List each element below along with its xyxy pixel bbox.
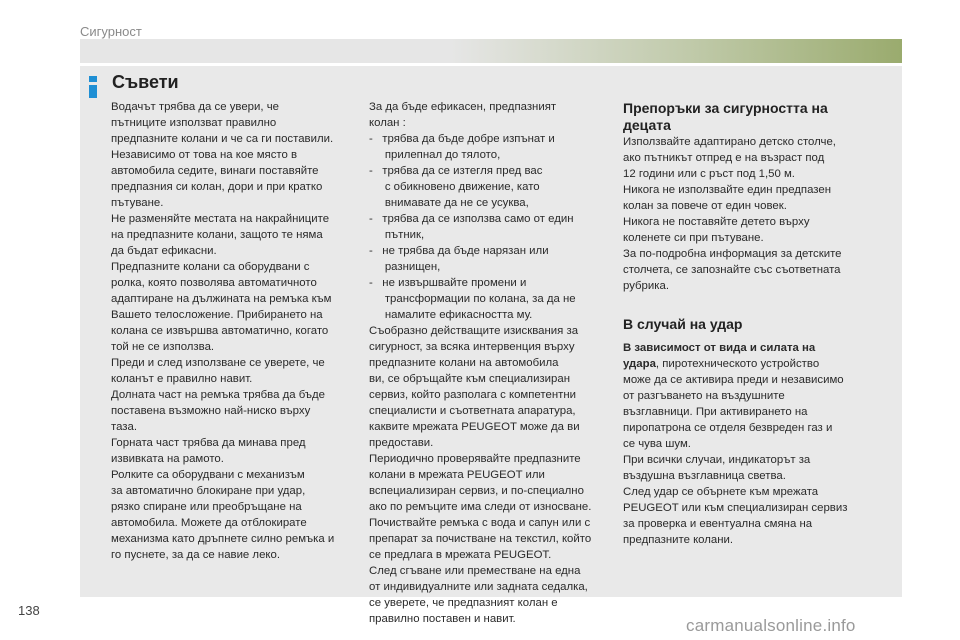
- col1-line: Долната част на ремъка трябва да бъде: [111, 389, 325, 401]
- col1-line: Ролките са оборудвани с механизъм: [111, 469, 305, 481]
- col2-line: предпазните колани на автомобила: [369, 357, 559, 369]
- impact-bold-1: В зависимост от вида и силата на: [623, 342, 816, 354]
- col3b-line: предпазните колани.: [623, 534, 734, 546]
- col2-line: След сгъване или преместване на една: [369, 565, 581, 577]
- col2-line: - трябва да бъде добре изпънат и: [369, 133, 555, 145]
- col1-line: пътниците използват правилно: [111, 117, 277, 129]
- col3b-line: от разгъването на въздушните: [623, 390, 785, 402]
- column-3: [623, 134, 895, 294]
- col2-line: разнищен,: [369, 261, 441, 273]
- col2-line: - трябва да се използва само от един: [369, 213, 574, 225]
- col1-line: Вашето телосложение. Прибирането на: [111, 309, 323, 321]
- col2-line: ако по ремъците има следи от износване.: [369, 501, 592, 513]
- col2-line: от индивидуалните или задната седалка,: [369, 581, 588, 593]
- col1-line: той не се използва.: [111, 341, 215, 353]
- col1-line: предпазния си колан, дори и при кратко: [111, 181, 323, 193]
- col3b-line: възглавници. При активирането на: [623, 406, 808, 418]
- col2-line: пътник,: [369, 229, 425, 241]
- col3b-line: въздушна възглавница светва.: [623, 470, 786, 482]
- col2-line: се предлага в мрежата PEUGEOT.: [369, 549, 552, 561]
- column-1: [111, 99, 361, 563]
- col1-line: ролка, която позволява автоматичното: [111, 277, 317, 289]
- col3-line: ако пътникът отпред е на възраст под: [623, 152, 825, 164]
- col1-line: поставена възможно най-ниско върху: [111, 405, 311, 417]
- col1-line: таза.: [111, 421, 138, 433]
- col2-line: колан :: [369, 117, 406, 129]
- col2-line: вспециализиран сервиз, и по-специално: [369, 485, 584, 497]
- col3-line: За по-подробна информация за детските: [623, 248, 842, 260]
- page-title: Съвети: [112, 72, 179, 92]
- col1-line: Предпазните колани са оборудвани с: [111, 261, 310, 273]
- col3-line: колан за повече от един човек.: [623, 200, 787, 212]
- col2-line: - не извършвайте промени и: [369, 277, 527, 289]
- col3-line: столчета, се запознайте със съответната: [623, 264, 841, 276]
- col3b-line: се чува шум.: [623, 438, 691, 450]
- col3b-line: за проверка и евентуална смяна на: [623, 518, 813, 530]
- col1-line: Преди и след използване се уверете, че: [111, 357, 325, 369]
- watermark: carmanualsonline.info: [686, 616, 856, 635]
- col1-line: пътуване.: [111, 197, 164, 209]
- info-icon: [86, 76, 100, 98]
- col2-line: предостави.: [369, 437, 434, 449]
- col2-line: трансформации по колана, за да не: [369, 293, 576, 305]
- col1-line: Водачът трябва да се увери, че: [111, 101, 279, 113]
- col1-line: извивката на рамото.: [111, 453, 224, 465]
- col3-line: Използвайте адаптирано детско столче,: [623, 136, 836, 148]
- col2-line: сигурност, за всяка интервенция върху: [369, 341, 575, 353]
- col2-line: За да бъде ефикасен, предпазният: [369, 101, 557, 113]
- col1-line: Горната част трябва да минава пред: [111, 437, 306, 449]
- col3-line: коленете си при пътуване.: [623, 232, 764, 244]
- col1-line: рязко спиране или преобръщане на: [111, 501, 302, 513]
- col1-line: Не разменяйте местата на накрайниците: [111, 213, 330, 225]
- col2-line: намалите ефикасността му.: [369, 309, 533, 321]
- col3b-line: При всички случаи, индикаторът за: [623, 454, 811, 466]
- col2-line: Съобразно действащите изисквания за: [369, 325, 579, 337]
- col1-line: да бъдат ефикасни.: [111, 245, 217, 257]
- col2-line: каквите мрежата PEUGEOT може да ви: [369, 421, 580, 433]
- col1-line: колана се извършва автоматично, когато: [111, 325, 329, 337]
- col1-line: го пуснете, за да се навие леко.: [111, 549, 281, 561]
- col3b-line: пиропатрона се отделя безвреден газ и: [623, 422, 833, 434]
- col1-line: предпазните колани и че са ги поставили.: [111, 133, 334, 145]
- col2-line: - трябва да се изтегля пред вас: [369, 165, 543, 177]
- col1-line: коланът е правилно навит.: [111, 373, 253, 385]
- col1-line: автомобила седите, винаги поставяйте: [111, 165, 319, 177]
- heading-children-safety: Препоръки за сигурността на децата: [623, 100, 828, 133]
- col2-line: Периодично проверявайте предпазните: [369, 453, 581, 465]
- col3-line: Никога не поставяйте детето върху: [623, 216, 810, 228]
- col2-line: правилно поставен и навит.: [369, 613, 516, 625]
- col2-line: прилепнал до тялото,: [369, 149, 501, 161]
- col2-line: сервиз, който разполага с компетентни: [369, 389, 576, 401]
- header-bar: [80, 39, 902, 63]
- col2-line: - не трябва да бъде нарязан или: [369, 245, 549, 257]
- page-number: 138: [18, 603, 40, 618]
- col3b-line: След удар се обърнете към мрежата: [623, 486, 819, 498]
- col3-line: Никога не използвайте един предпазен: [623, 184, 832, 196]
- col3b-line: може да се активира преди и независимо: [623, 374, 844, 386]
- section-header: Сигурност: [80, 24, 142, 39]
- col2-line: с обикновено движение, като: [369, 181, 540, 193]
- col1-line: Независимо от това на кое място в: [111, 149, 298, 161]
- column-3-impact: [623, 340, 895, 548]
- col2-line: специалисти и съответната апаратура,: [369, 405, 576, 417]
- col3b-line: PEUGEOT или към специализиран сервиз: [623, 502, 848, 514]
- col1-line: адаптиране на дължината на ремъка към: [111, 293, 332, 305]
- col2-line: се уверете, че предпазният колан е: [369, 597, 558, 609]
- col1-line: за автоматично блокиране при удар,: [111, 485, 306, 497]
- col1-line: автомобила. Можете да отблокирате: [111, 517, 307, 529]
- col2-line: внимавате да не се усуква,: [369, 197, 529, 209]
- col2-line: ви, се обръщайте към специализиран: [369, 373, 570, 385]
- col2-line: Почиствайте ремъка с вода и сапун или с: [369, 517, 591, 529]
- impact-rest-1: , пиротехническото устройство: [655, 358, 820, 370]
- column-2: [369, 99, 629, 627]
- impact-bold-2: удара: [623, 358, 656, 370]
- col1-line: механизма като дръпнете силно ремъка и: [111, 533, 335, 545]
- col3-line: рубрика.: [623, 280, 669, 292]
- heading-in-case-of-impact: В случай на удар: [623, 316, 743, 332]
- col2-line: колани в мрежата PEUGEOT или: [369, 469, 545, 481]
- col2-line: препарат за почистване на текстил, който: [369, 533, 592, 545]
- col3-line: 12 години или с ръст под 1,50 м.: [623, 168, 795, 180]
- col1-line: на предпазните колани, защото те няма: [111, 229, 323, 241]
